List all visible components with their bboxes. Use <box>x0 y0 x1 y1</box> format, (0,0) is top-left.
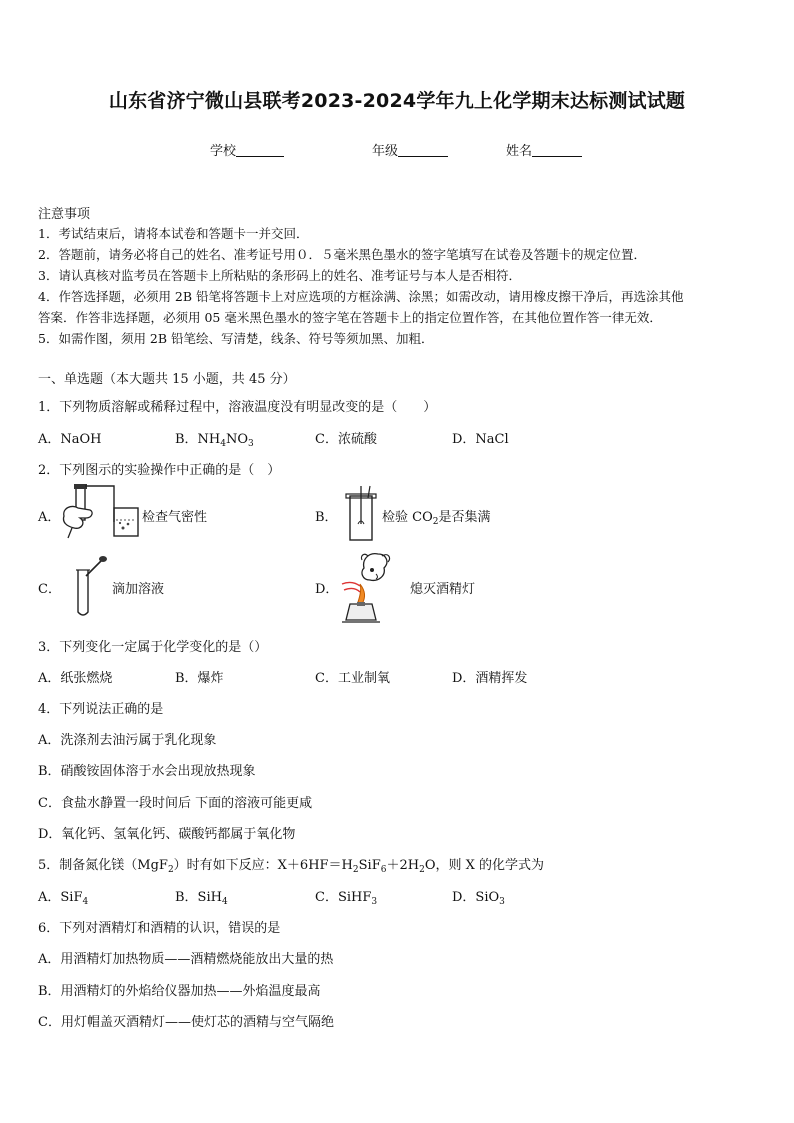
name-blank <box>532 142 582 157</box>
q1-stem: 1．下列物质溶解或稀释过程中，溶液温度没有明显改变的是（ ） <box>38 400 437 415</box>
school-label: 学校 <box>210 144 237 159</box>
note-1: 1．考试结束后，请将本试卷和答题卡一并交回． <box>38 226 309 241</box>
q5-stem: 5．制备氮化镁（MgF$_2$）时有如下反应：$X+6HF=H_2SiF_6+2H_2O$，则 X 的化学式为 <box>38 858 544 875</box>
grade-blank <box>398 142 448 157</box>
school-blank <box>236 142 284 157</box>
q2-option-b-label: 检验 $CO_2$是否集满 <box>382 510 491 527</box>
q4-option-b: B．硝酸铵固体溶于水会出现放热现象 <box>38 764 256 779</box>
notes-heading: 注意事项 <box>38 207 91 222</box>
q6-option-a: A．用酒精灯加热物质——酒精燃烧能放出大量的热 <box>38 952 334 967</box>
q3-option-b: B．爆炸 <box>175 671 224 686</box>
q2-option-d-letter: D． <box>315 582 339 597</box>
q4-option-c: C．食盐水静置一段时间后 下面的溶液可能更咸 <box>38 796 313 811</box>
q2-option-c-label: 滴加溶液 <box>112 582 165 597</box>
q5-option-d: D．SiO$_3$ <box>452 890 505 907</box>
q5-option-a: A．SiF$_4$ <box>38 890 89 907</box>
note-4: 4．作答选择题，必须用 2B 铅笔将答题卡上对应选项的方框涂满、涂黑；如需改动，请用橡皮擦干净后，再选涂其他 <box>38 289 684 304</box>
q1-option-c: C．浓硫酸 <box>315 432 377 447</box>
airtightness-check-illustration <box>60 482 142 540</box>
q6-option-b: B．用酒精灯的外焰给仪器加热——外焰温度最高 <box>38 984 321 999</box>
co2-collection-check-illustration <box>340 484 382 542</box>
q2-stem: 2．下列图示的实验操作中正确的是（ ） <box>38 463 281 478</box>
grade-field <box>372 140 448 159</box>
q6-stem: 6．下列对酒精灯和酒精的认识，错误的是 <box>38 921 281 936</box>
q1-option-d: D．NaCl <box>452 432 509 447</box>
q2-option-a-letter: A． <box>38 510 61 525</box>
q4-stem: 4．下列说法正确的是 <box>38 702 164 717</box>
name-field <box>506 140 582 159</box>
q4-option-d: D．氧化钙、氢氧化钙、碳酸钙都属于氧化物 <box>38 827 296 842</box>
q4-option-a: A．洗涤剂去油污属于乳化现象 <box>38 733 217 748</box>
q2-option-d-label: 熄灭酒精灯 <box>410 582 476 597</box>
q2-option-a-label: 检查气密性 <box>142 510 208 525</box>
q1-option-a: A．NaOH <box>38 432 102 447</box>
q2-option-b-letter: B． <box>315 510 338 525</box>
dropping-solution-illustration <box>62 556 110 618</box>
q1-option-b: B．$NH_4NO_3$ <box>175 432 254 449</box>
note-3: 3．请认真核对监考员在答题卡上所粘贴的条形码上的姓名、准考证号与本人是否相符． <box>38 268 521 283</box>
school-field <box>210 140 284 159</box>
section-heading: 一、单选题（本大题共 15 小题，共 45 分） <box>38 372 296 387</box>
q5-option-c: C．SiHF$_3$ <box>315 890 378 907</box>
q6-option-c: C．用灯帽盖灭酒精灯——使灯芯的酒精与空气隔绝 <box>38 1015 334 1030</box>
blowing-out-alcohol-lamp-illustration <box>338 550 408 624</box>
q3-option-d: D．酒精挥发 <box>452 671 528 686</box>
grade-label: 年级 <box>372 144 399 159</box>
name-label: 姓名 <box>506 144 533 159</box>
q5-option-b: B．SiH$_4$ <box>175 890 228 907</box>
note-4-cont: 答案．作答非选择题，必须用 05 毫米黑色墨水的签字笔在答题卡上的指定位置作答，在其他位置作答一律无效． <box>38 310 662 325</box>
q3-stem: 3．下列变化一定属于化学变化的是（） <box>38 640 268 655</box>
q2-option-c-letter: C． <box>38 582 61 597</box>
q3-option-a: A．纸张燃烧 <box>38 671 113 686</box>
note-2: 2．答题前，请务必将自己的姓名、准考证号用０．５毫米黑色墨水的签字笔填写在试卷及答题卡的规定位置． <box>38 247 646 262</box>
page-title: 山东省济宁微山县联考2023-2024学年九上化学期末达标测试试题 <box>108 90 686 112</box>
q3-option-c: C．工业制氧 <box>315 671 390 686</box>
note-5: 5．如需作图，须用 2B 铅笔绘、写清楚，线条、符号等须加黑、加粗． <box>38 331 434 346</box>
